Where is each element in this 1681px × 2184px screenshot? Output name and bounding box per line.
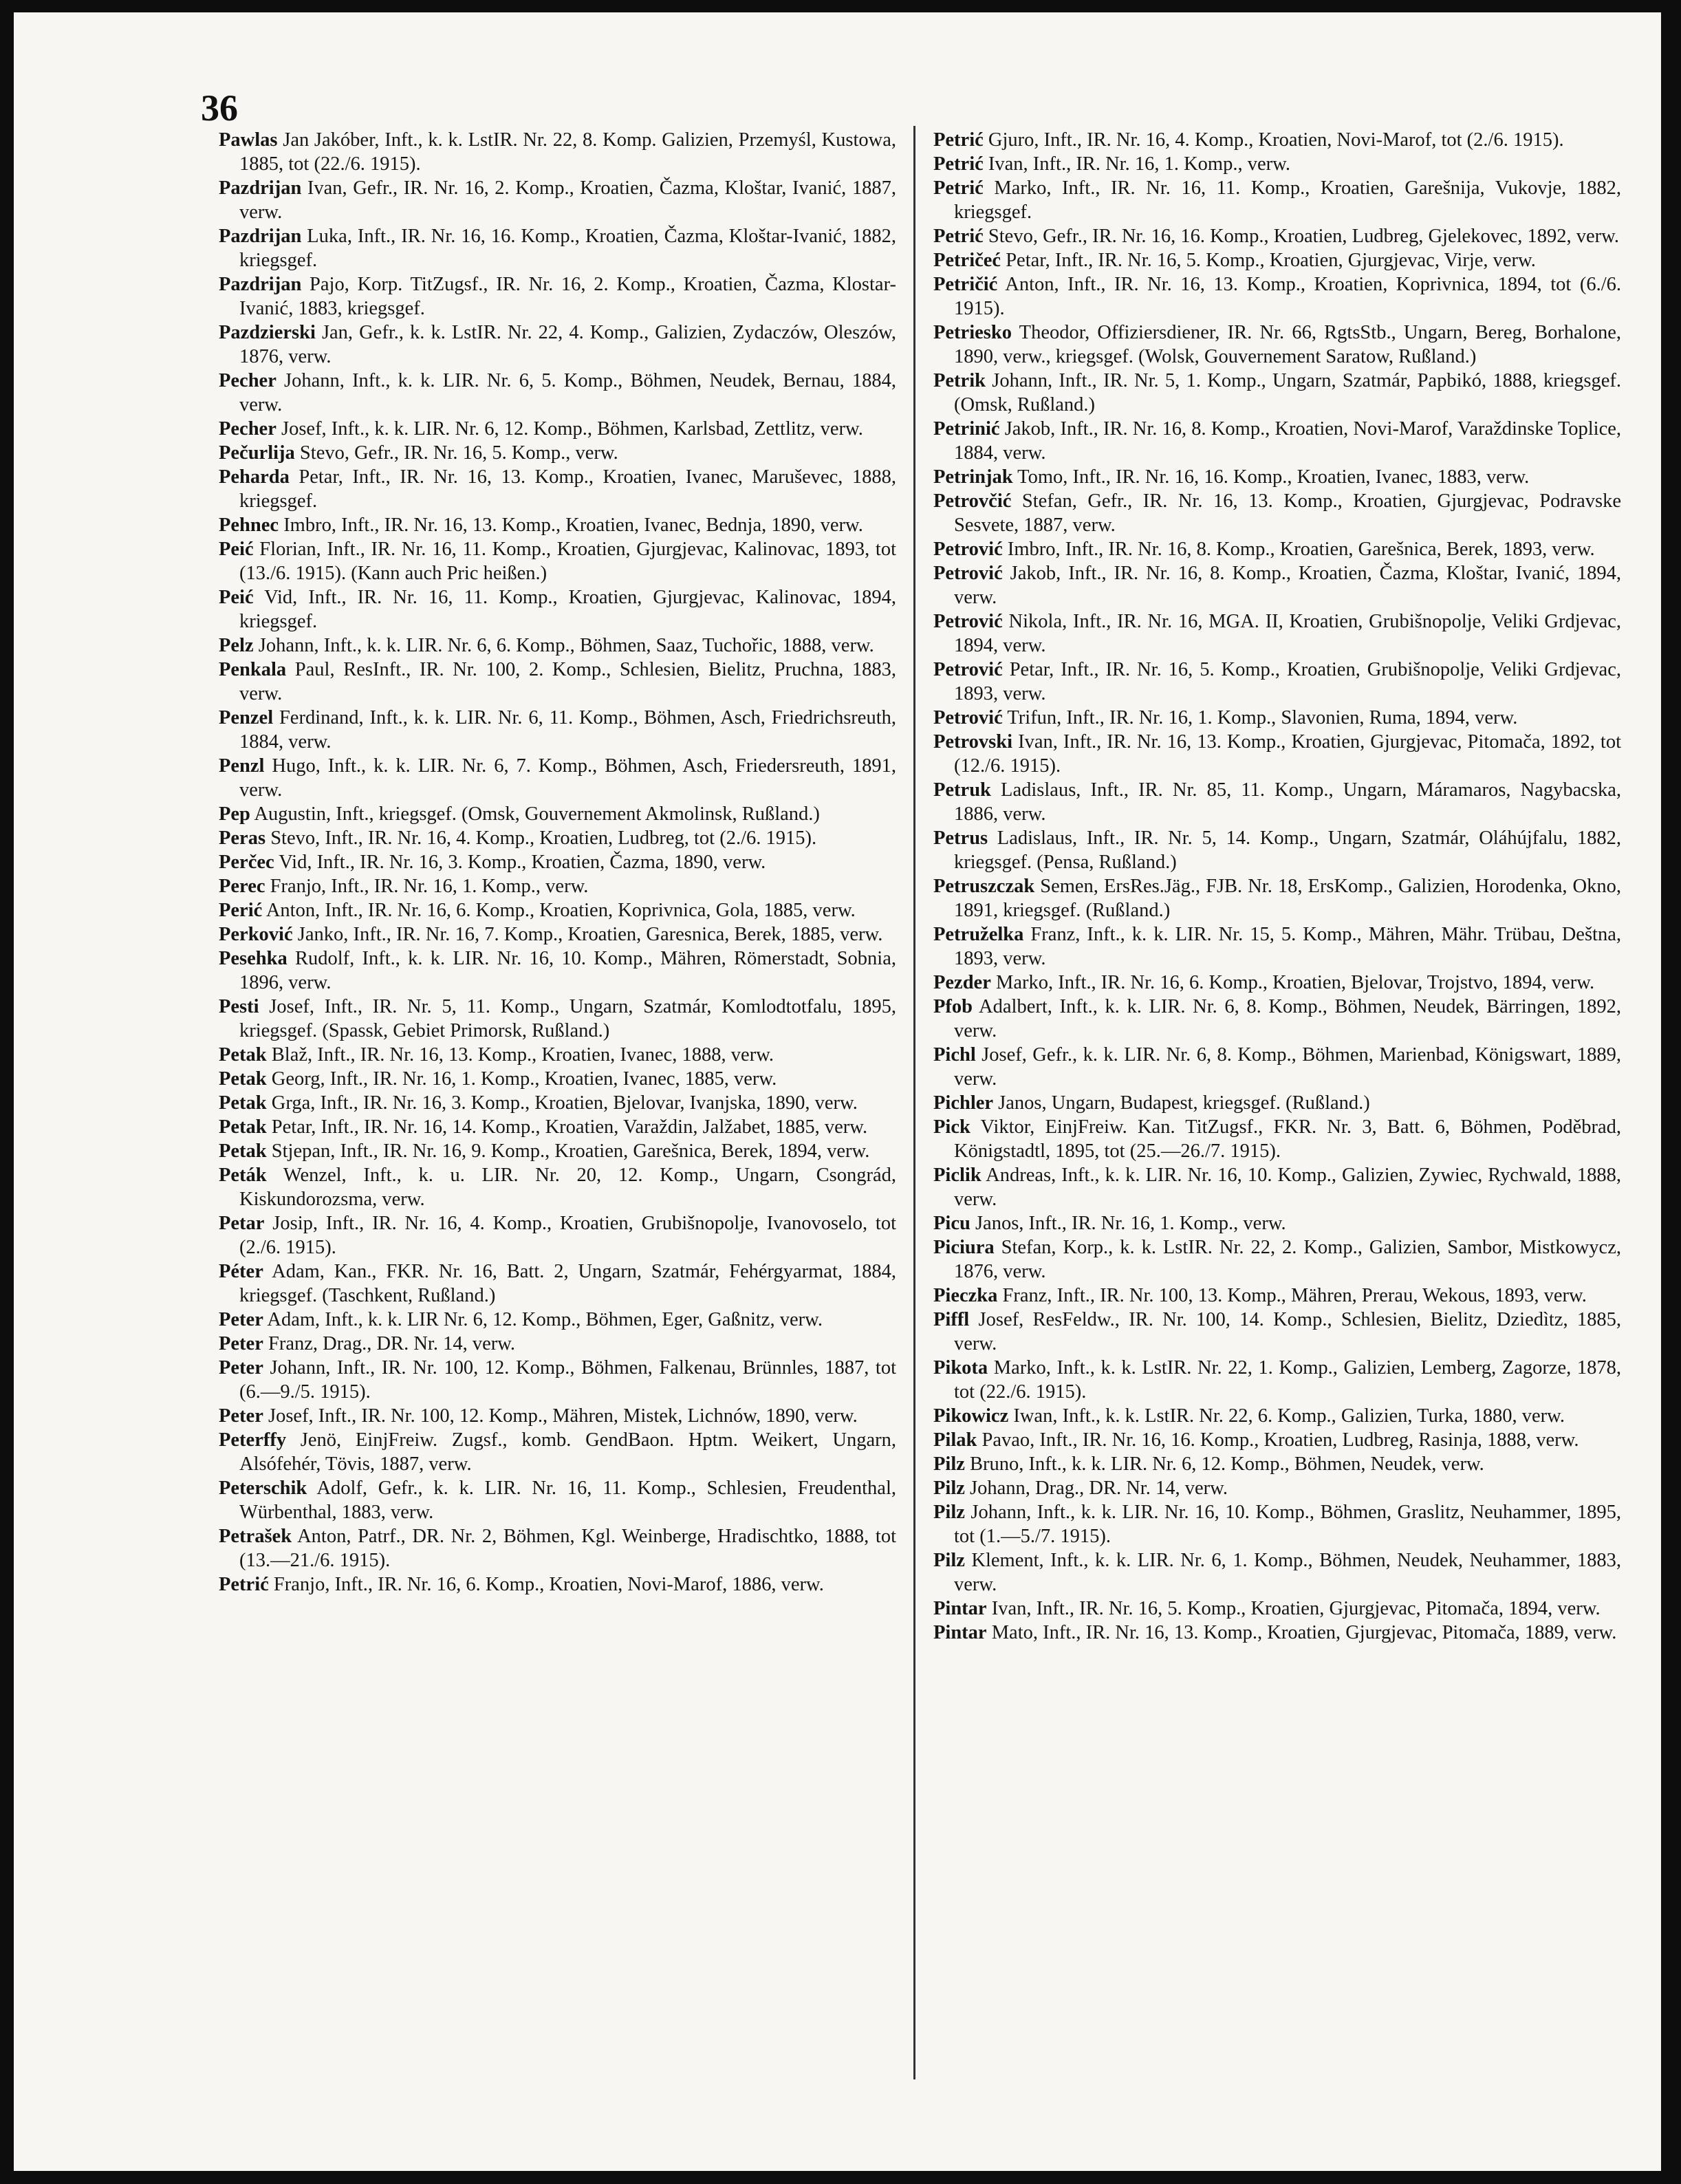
entry-surname: Petrašek	[219, 1526, 292, 1547]
entry-details: Janos, Inft., IR. Nr. 16, 1. Komp., verw.	[970, 1213, 1286, 1234]
entry-surname: Pazdrijan	[219, 226, 302, 247]
entry-details: Stevo, Inft., IR. Nr. 16, 4. Komp., Kroatien, Ludbreg, tot (2./6. 1915).	[265, 828, 817, 849]
entry-details: Josef, Gefr., k. k. LIR. Nr. 6, 8. Komp., Böhmen, Marienbad, Königswart, 1889, verw.	[954, 1044, 1621, 1090]
entry-details: Johann, Drag., DR. Nr. 14, verw.	[964, 1478, 1228, 1499]
entry-details: Franz, Inft., k. k. LIR. Nr. 15, 5. Komp., Mähren, Mähr. Trübau, Deštna, 1893, verw.	[954, 924, 1621, 969]
entry-surname: Pezder	[933, 972, 991, 993]
entry-surname: Pintar	[933, 1622, 987, 1643]
list-item	[219, 922, 896, 947]
entry-surname: Petruk	[933, 779, 991, 801]
list-item	[933, 1500, 1621, 1548]
list-item	[933, 874, 1621, 922]
entry-details: Stefan, Gefr., IR. Nr. 16, 13. Komp., Kroatien, Gjurgjevac, Podravske Sesvete, 1887, verw.	[954, 490, 1621, 536]
entry-details: Vid, Inft., IR. Nr. 16, 11. Komp., Kroatien, Gjurgjevac, Kalinovac, 1894, kriegsgef.	[239, 587, 896, 632]
entry-details: Theodor, Offiziersdiener, IR. Nr. 66, RgtsStb., Ungarn, Bereg, Borhalone, 1890, verw., kriegsgef. (Wolsk, Gouvernement Saratow, Rußland.)	[954, 322, 1621, 367]
list-item	[933, 465, 1621, 489]
entry-details: Josef, Inft., k. k. LIR. Nr. 6, 12. Komp., Böhmen, Karlsbad, Zettlitz, verw.	[276, 418, 863, 440]
list-item	[219, 1067, 896, 1091]
list-item	[219, 321, 896, 369]
list-item	[219, 1356, 896, 1404]
list-item	[933, 1163, 1621, 1211]
list-item	[219, 417, 896, 441]
entry-details: Nikola, Inft., IR. Nr. 16, MGA. II, Kroatien, Grubišnopolje, Veliki Grdjevac, 1894, verw.	[954, 611, 1621, 656]
list-item	[219, 441, 896, 465]
entry-surname: Pazdrijan	[219, 274, 302, 295]
entry-details: Adam, Kan., FKR. Nr. 16, Batt. 2, Ungarn, Szatmár, Fehérgyarmat, 1884, kriegsgef. (Taschkent, Rußland.)	[239, 1261, 896, 1306]
entry-surname: Picu	[933, 1213, 970, 1234]
entry-surname: Peter	[219, 1333, 263, 1354]
column-divider	[913, 126, 915, 2079]
list-item	[219, 369, 896, 417]
entry-details: Janos, Ungarn, Budapest, kriegsgef. (Rußland.)	[993, 1092, 1370, 1114]
list-item	[933, 272, 1621, 321]
list-item	[219, 1524, 896, 1572]
entry-surname: Peras	[219, 828, 266, 849]
entry-details: Ivan, Inft., IR. Nr. 16, 5. Komp., Kroatien, Gjurgjevac, Pitomača, 1894, verw.	[986, 1598, 1601, 1619]
entry-surname: Peterschik	[219, 1478, 307, 1499]
list-item	[933, 1356, 1621, 1404]
entry-surname: Penzl	[219, 755, 265, 777]
entry-surname: Pick	[933, 1116, 970, 1138]
list-item	[219, 1115, 896, 1139]
entry-surname: Pilz	[933, 1502, 965, 1523]
entry-details: Grga, Inft., IR. Nr. 16, 3. Komp., Kroatien, Bjelovar, Ivanjska, 1890, verw.	[266, 1092, 858, 1114]
entry-surname: Petrović	[933, 563, 1003, 584]
entry-details: Mato, Inft., IR. Nr. 16, 13. Komp., Kroatien, Gjurgjevac, Pitomača, 1889, verw.	[986, 1622, 1617, 1643]
list-item	[219, 1043, 896, 1067]
entry-details: Johann, Inft., k. k. LIR. Nr. 6, 6. Komp., Böhmen, Saaz, Tuchořic, 1888, verw.	[253, 635, 874, 656]
entry-details: Josef, Inft., IR. Nr. 100, 12. Komp., Mähren, Mistek, Lichnów, 1890, verw.	[263, 1405, 858, 1427]
entry-details: Josip, Inft., IR. Nr. 16, 4. Komp., Kroatien, Grubišnopolje, Ivanovoselo, tot (2./6. 1915).	[239, 1213, 896, 1258]
list-item	[933, 706, 1621, 730]
list-item	[933, 658, 1621, 706]
list-item	[933, 609, 1621, 658]
entry-details: Paul, ResInft., IR. Nr. 100, 2. Komp., Schlesien, Bielitz, Pruchna, 1883, verw.	[239, 659, 896, 704]
entry-surname: Penzel	[219, 707, 274, 728]
entry-details: Florian, Inft., IR. Nr. 16, 11. Komp., Kroatien, Gjurgjevac, Kalinovac, 1893, tot (13./6. 1915). (Kann auch Pric heißen.)	[239, 539, 896, 584]
scanned-page	[14, 12, 1661, 2171]
entry-details: Hugo, Inft., k. k. LIR. Nr. 6, 7. Komp., Böhmen, Asch, Friedersreuth, 1891, verw.	[239, 755, 896, 801]
list-item	[933, 778, 1621, 826]
entry-surname: Pikota	[933, 1357, 988, 1378]
entry-surname: Pintar	[933, 1598, 987, 1619]
list-item	[933, 1452, 1621, 1476]
entry-surname: Pehnec	[219, 515, 279, 536]
entry-details: Imbro, Inft., IR. Nr. 16, 13. Komp., Kroatien, Ivanec, Bednja, 1890, verw.	[279, 515, 863, 536]
entry-details: Anton, Inft., IR. Nr. 16, 13. Komp., Kroatien, Koprivnica, 1894, tot (6./6. 1915).	[954, 274, 1621, 319]
list-item	[933, 1428, 1621, 1452]
entry-surname: Pecher	[219, 418, 276, 440]
list-item	[933, 489, 1621, 537]
entry-details: Stevo, Gefr., IR. Nr. 16, 16. Komp., Kroatien, Ludbreg, Gjelekovec, 1892, verw.	[983, 226, 1619, 247]
entry-details: Ladislaus, Inft., IR. Nr. 85, 11. Komp., Ungarn, Máramaros, Nagybacska, 1886, verw.	[954, 779, 1621, 825]
list-item	[933, 248, 1621, 272]
entry-surname: Petar	[219, 1213, 265, 1234]
list-item	[219, 898, 896, 922]
entry-surname: Perić	[219, 900, 263, 921]
entry-details: Luka, Inft., IR. Nr. 16, 16. Komp., Kroatien, Čazma, Kloštar-Ivanić, 1882, kriegsgef.	[239, 226, 896, 271]
list-item	[219, 826, 896, 850]
entry-surname: Peić	[219, 539, 254, 560]
list-item	[219, 537, 896, 585]
entry-details: Wenzel, Inft., k. u. LIR. Nr. 20, 12. Komp., Ungarn, Csongrád, Kiskundorozsma, verw.	[239, 1165, 896, 1210]
entry-details: Marko, Inft., IR. Nr. 16, 11. Komp., Kroatien, Garešnija, Vukovje, 1882, kriegsgef.	[954, 177, 1621, 223]
entry-details: Pajo, Korp. TitZugsf., IR. Nr. 16, 2. Komp., Kroatien, Čazma, Klostar-Ivanić, 1883, kriegsgef.	[239, 274, 896, 319]
entry-details: Stefan, Korp., k. k. LstIR. Nr. 22, 2. Komp., Galizien, Sambor, Mistkowycz, 1876, verw.	[954, 1237, 1621, 1282]
list-item	[219, 1139, 896, 1163]
entry-surname: Petrović	[933, 707, 1003, 728]
list-item	[933, 995, 1621, 1043]
entry-surname: Pesti	[219, 996, 259, 1017]
entry-details: Trifun, Inft., IR. Nr. 16, 1. Komp., Slavonien, Ruma, 1894, verw.	[1002, 707, 1518, 728]
entry-details: Jenö, EinjFreiw. Zugsf., komb. GendBaon. Hptm. Weikert, Ungarn, Alsófehér, Tövis, 1887, verw.	[239, 1429, 896, 1475]
entry-details: Klement, Inft., k. k. LIR. Nr. 6, 1. Komp., Böhmen, Neudek, Neuhammer, 1883, verw.	[954, 1550, 1621, 1595]
entry-surname: Pichler	[933, 1092, 994, 1114]
entry-details: Semen, ErsRes.Jäg., FJB. Nr. 18, ErsKomp., Galizien, Horodenka, Okno, 1891, kriegsgef. (Rußland.)	[954, 876, 1621, 921]
list-item	[933, 1597, 1621, 1621]
entry-details: Johann, Inft., k. k. LIR. Nr. 6, 5. Komp., Böhmen, Neudek, Bernau, 1884, verw.	[239, 370, 896, 415]
entry-details: Johann, Inft., IR. Nr. 5, 1. Komp., Ungarn, Szatmár, Papbikó, 1888, kriegsgef. (Omsk, Rußland.)	[954, 370, 1621, 415]
entry-surname: Petruželka	[933, 924, 1024, 945]
entry-details: Franz, Drag., DR. Nr. 14, verw.	[263, 1333, 516, 1354]
entry-surname: Pazdzierski	[219, 322, 316, 343]
list-item	[219, 995, 896, 1043]
list-item	[219, 754, 896, 802]
entry-surname: Perković	[219, 924, 293, 945]
list-item	[219, 513, 896, 537]
entry-surname: Pilz	[933, 1478, 965, 1499]
entry-surname: Pelz	[219, 635, 254, 656]
entry-details: Anton, Inft., IR. Nr. 16, 6. Komp., Kroatien, Koprivnica, Gola, 1885, verw.	[262, 900, 856, 921]
entry-details: Johann, Inft., k. k. LIR. Nr. 16, 10. Komp., Böhmen, Graslitz, Neuhammer, 1895, tot (1.—5./7. 1915).	[954, 1502, 1621, 1547]
entry-surname: Peterffy	[219, 1429, 287, 1451]
list-item	[219, 947, 896, 995]
entry-details: Vid, Inft., IR. Nr. 16, 3. Komp., Kroatien, Čazma, 1890, verw.	[274, 852, 766, 873]
entry-surname: Petrus	[933, 828, 988, 849]
entry-details: Ladislaus, Inft., IR. Nr. 5, 14. Komp., Ungarn, Szatmár, Oláhújfalu, 1882, kriegsgef. (Pensa, Rußland.)	[954, 828, 1621, 873]
list-item	[933, 537, 1621, 561]
entry-surname: Peharda	[219, 466, 290, 488]
list-item	[933, 730, 1621, 778]
list-item	[219, 224, 896, 272]
list-item	[219, 1091, 896, 1115]
list-item	[219, 1259, 896, 1308]
list-item	[219, 585, 896, 634]
list-item	[219, 850, 896, 874]
entry-details: Adam, Inft., k. k. LIR Nr. 6, 12. Komp., Böhmen, Eger, Gaßnitz, verw.	[263, 1309, 823, 1330]
entry-surname: Petriesko	[933, 322, 1012, 343]
entry-surname: Peter	[219, 1357, 263, 1378]
list-item	[933, 1091, 1621, 1115]
list-item	[933, 417, 1621, 465]
entry-surname: Petak	[219, 1044, 267, 1066]
list-item	[933, 922, 1621, 971]
entry-details: Stjepan, Inft., IR. Nr. 16, 9. Komp., Kroatien, Garešnica, Berek, 1894, verw.	[266, 1140, 870, 1162]
entry-details: Gjuro, Inft., IR. Nr. 16, 4. Komp., Kroatien, Novi-Marof, tot (2./6. 1915).	[983, 129, 1564, 151]
entry-surname: Peter	[219, 1405, 263, 1427]
entry-surname: Petrić	[219, 1574, 269, 1595]
entry-surname: Petričić	[933, 274, 998, 295]
entry-surname: Petak	[219, 1092, 267, 1114]
right-column	[933, 128, 1621, 1645]
entry-surname: Petrovčić	[933, 490, 1012, 512]
list-item	[219, 1163, 896, 1211]
entry-surname: Petričeć	[933, 250, 1001, 271]
entry-surname: Petrinić	[933, 418, 1000, 440]
entry-details: Bruno, Inft., k. k. LIR. Nr. 6, 12. Komp., Böhmen, Neudek, verw.	[964, 1453, 1484, 1475]
entry-details: Marko, Inft., k. k. LstIR. Nr. 22, 1. Komp., Galizien, Lemberg, Zagorze, 1878, tot (22./6. 1915).	[954, 1357, 1621, 1403]
entry-details: Pavao, Inft., IR. Nr. 16, 16. Komp., Kroatien, Ludbreg, Rasinja, 1888, verw.	[977, 1429, 1579, 1451]
entry-details: Johann, Inft., IR. Nr. 100, 12. Komp., Böhmen, Falkenau, Brünnles, 1887, tot (6.—9./5. 1915).	[239, 1357, 896, 1403]
entry-details: Josef, ResFeldw., IR. Nr. 100, 14. Komp., Schlesien, Bielitz, Dziedìtz, 1885, verw.	[954, 1309, 1621, 1354]
entry-surname: Pikowicz	[933, 1405, 1009, 1427]
entry-details: Jan, Gefr., k. k. LstIR. Nr. 22, 4. Komp., Galizien, Zydaczów, Oleszów, 1876, verw.	[239, 322, 896, 367]
list-item	[933, 321, 1621, 369]
entry-details: Anton, Patrf., DR. Nr. 2, Böhmen, Kgl. Weinberge, Hradischtko, 1888, tot (13.—21./6. 1915).	[239, 1526, 896, 1571]
list-item	[933, 128, 1621, 152]
list-item	[219, 272, 896, 321]
entry-surname: Peter	[219, 1309, 263, 1330]
list-item	[219, 465, 896, 513]
entry-details: Blaž, Inft., IR. Nr. 16, 13. Komp., Kroatien, Ivanec, 1888, verw.	[266, 1044, 774, 1066]
list-item	[219, 176, 896, 224]
entry-surname: Piciura	[933, 1237, 995, 1258]
entry-surname: Petrovski	[933, 731, 1013, 753]
entry-details: Tomo, Inft., IR. Nr. 16, 16. Komp., Kroatien, Ivanec, 1883, verw.	[1012, 466, 1530, 488]
left-column	[219, 128, 896, 1597]
entry-surname: Perec	[219, 876, 265, 897]
entry-surname: Pilz	[933, 1550, 965, 1571]
entry-surname: Petrić	[933, 153, 984, 175]
entry-surname: Pichl	[933, 1044, 976, 1066]
entry-details: Iwan, Inft., k. k. LstIR. Nr. 22, 6. Komp., Galizien, Turka, 1880, verw.	[1008, 1405, 1565, 1427]
list-item	[933, 1308, 1621, 1356]
list-item	[219, 1476, 896, 1524]
entry-details: Jan Jakóber, Inft., k. k. LstIR. Nr. 22, 8. Komp. Galizien, Przemyśl, Kustowa, 1885, tot (22./6. 1915).	[239, 129, 896, 175]
entry-details: Adalbert, Inft., k. k. LIR. Nr. 6, 8. Komp., Böhmen, Neudek, Bärringen, 1892, verw.	[954, 996, 1621, 1041]
entry-surname: Pesehka	[219, 948, 288, 969]
entry-details: Marko, Inft., IR. Nr. 16, 6. Komp., Kroatien, Bjelovar, Trojstvo, 1894, verw.	[990, 972, 1595, 993]
entry-details: Franz, Inft., IR. Nr. 100, 13. Komp., Mähren, Prerau, Wekous, 1893, verw.	[997, 1285, 1587, 1306]
page-number: 36	[201, 87, 238, 129]
entry-details: Petar, Inft., IR. Nr. 16, 5. Komp., Kroatien, Gjurgjevac, Virje, verw.	[1001, 250, 1536, 271]
list-item	[933, 369, 1621, 417]
list-item	[219, 1428, 896, 1476]
entry-details: Petar, Inft., IR. Nr. 16, 5. Komp., Kroatien, Grubišnopolje, Veliki Grdjevac, 1893, verw.	[954, 659, 1621, 704]
entry-surname: Petrović	[933, 539, 1003, 560]
entry-surname: Pecher	[219, 370, 276, 391]
list-item	[219, 1404, 896, 1428]
entry-details: Ivan, Inft., IR. Nr. 16, 1. Komp., verw.	[983, 153, 1290, 175]
entry-details: Ivan, Gefr., IR. Nr. 16, 2. Komp., Kroatien, Čazma, Kloštar, Ivanić, 1887, verw.	[239, 177, 896, 223]
list-item	[933, 1404, 1621, 1428]
list-item	[933, 1476, 1621, 1500]
entry-surname: Péter	[219, 1261, 263, 1282]
entry-details: Franjo, Inft., IR. Nr. 16, 1. Komp., verw.	[265, 876, 589, 897]
entry-details: Stevo, Gefr., IR. Nr. 16, 5. Komp., verw.	[294, 442, 618, 464]
list-item	[933, 971, 1621, 995]
list-item	[219, 658, 896, 706]
entry-surname: Piclik	[933, 1165, 982, 1186]
entry-surname: Peić	[219, 587, 254, 608]
entry-details: Rudolf, Inft., k. k. LIR. Nr. 16, 10. Komp., Mähren, Römerstadt, Sobnia, 1896, verw.	[239, 948, 896, 993]
entry-surname: Pieczka	[933, 1285, 998, 1306]
entry-surname: Pazdrijan	[219, 177, 302, 199]
entry-surname: Petrić	[933, 177, 984, 199]
list-item	[219, 128, 896, 176]
list-item	[933, 176, 1621, 224]
list-item	[933, 1115, 1621, 1163]
list-item	[219, 1332, 896, 1356]
entry-details: Viktor, EinjFreiw. Kan. TitZugsf., FKR. Nr. 3, Batt. 6, Böhmen, Poděbrad, Königstadtl, 1895, tot (25.—26./7. 1915).	[954, 1116, 1621, 1162]
list-item	[933, 1235, 1621, 1284]
entry-details: Petar, Inft., IR. Nr. 16, 14. Komp., Kroatien, Varaždin, Jalžabet, 1885, verw.	[266, 1116, 868, 1138]
entry-surname: Petrić	[933, 226, 984, 247]
list-item	[933, 1043, 1621, 1091]
entry-surname: Pawlas	[219, 129, 278, 151]
entry-details: Petar, Inft., IR. Nr. 16, 13. Komp., Kroatien, Ivanec, Maruševec, 1888, kriegsgef.	[239, 466, 896, 512]
list-item	[219, 1308, 896, 1332]
entry-details: Adolf, Gefr., k. k. LIR. Nr. 16, 11. Komp., Schlesien, Freudenthal, Würbenthal, 1883, verw.	[239, 1478, 896, 1523]
entry-surname: Pilz	[933, 1453, 965, 1475]
list-item	[933, 1621, 1621, 1645]
entry-surname: Penkala	[219, 659, 287, 680]
entry-surname: Petak	[219, 1140, 267, 1162]
entry-details: Andreas, Inft., k. k. LIR. Nr. 16, 10. Komp., Galizien, Zywiec, Rychwald, 1888, verw.	[954, 1165, 1621, 1210]
entry-surname: Pep	[219, 803, 250, 825]
list-item	[219, 1572, 896, 1597]
entry-surname: Pfob	[933, 996, 973, 1017]
list-item	[933, 224, 1621, 248]
list-item	[933, 1548, 1621, 1597]
entry-surname: Peták	[219, 1165, 267, 1186]
list-item	[933, 826, 1621, 874]
entry-surname: Petrik	[933, 370, 986, 391]
entry-details: Franjo, Inft., IR. Nr. 16, 6. Komp., Kroatien, Novi-Marof, 1886, verw.	[268, 1574, 824, 1595]
list-item	[219, 634, 896, 658]
list-item	[933, 1211, 1621, 1235]
entry-details: Jakob, Inft., IR. Nr. 16, 8. Komp., Kroatien, Čazma, Kloštar, Ivanić, 1894, verw.	[954, 563, 1621, 608]
entry-details: Augustin, Inft., kriegsgef. (Omsk, Gouvernement Akmolinsk, Rußland.)	[250, 803, 820, 825]
entry-surname: Perčec	[219, 852, 274, 873]
entry-surname: Pilak	[933, 1429, 977, 1451]
entry-surname: Petrinjak	[933, 466, 1013, 488]
entry-details: Jakob, Inft., IR. Nr. 16, 8. Komp., Kroatien, Novi-Marof, Varaždinske Toplice, 1884, verw.	[954, 418, 1621, 464]
entry-details: Ivan, Inft., IR. Nr. 16, 13. Komp., Kroatien, Gjurgjevac, Pitomača, 1892, tot (12./6. 1915).	[954, 731, 1621, 777]
entry-details: Georg, Inft., IR. Nr. 16, 1. Komp., Kroatien, Ivanec, 1885, verw.	[266, 1068, 777, 1090]
list-item	[219, 874, 896, 898]
entry-surname: Pečurlija	[219, 442, 295, 464]
list-item	[933, 1284, 1621, 1308]
entry-surname: Petak	[219, 1068, 267, 1090]
entry-details: Imbro, Inft., IR. Nr. 16, 8. Komp., Kroatien, Garešnica, Berek, 1893, verw.	[1002, 539, 1595, 560]
entry-surname: Petrović	[933, 659, 1003, 680]
entry-details: Josef, Inft., IR. Nr. 5, 11. Komp., Ungarn, Szatmár, Komlodtotfalu, 1895, kriegsgef. (Spassk, Gebiet Primorsk, Rußland.)	[239, 996, 896, 1041]
list-item	[933, 561, 1621, 609]
list-item	[219, 706, 896, 754]
entry-surname: Petruszczak	[933, 876, 1035, 897]
entry-surname: Petak	[219, 1116, 267, 1138]
list-item	[219, 1211, 896, 1259]
entry-details: Janko, Inft., IR. Nr. 16, 7. Komp., Kroatien, Garesnica, Berek, 1885, verw.	[292, 924, 883, 945]
entry-surname: Piffl	[933, 1309, 970, 1330]
entry-details: Ferdinand, Inft., k. k. LIR. Nr. 6, 11. Komp., Böhmen, Asch, Friedrichsreuth, 1884, verw.	[239, 707, 896, 753]
entry-surname: Petrović	[933, 611, 1003, 632]
list-item	[933, 152, 1621, 176]
list-item	[219, 802, 896, 826]
entry-surname: Petrić	[933, 129, 984, 151]
